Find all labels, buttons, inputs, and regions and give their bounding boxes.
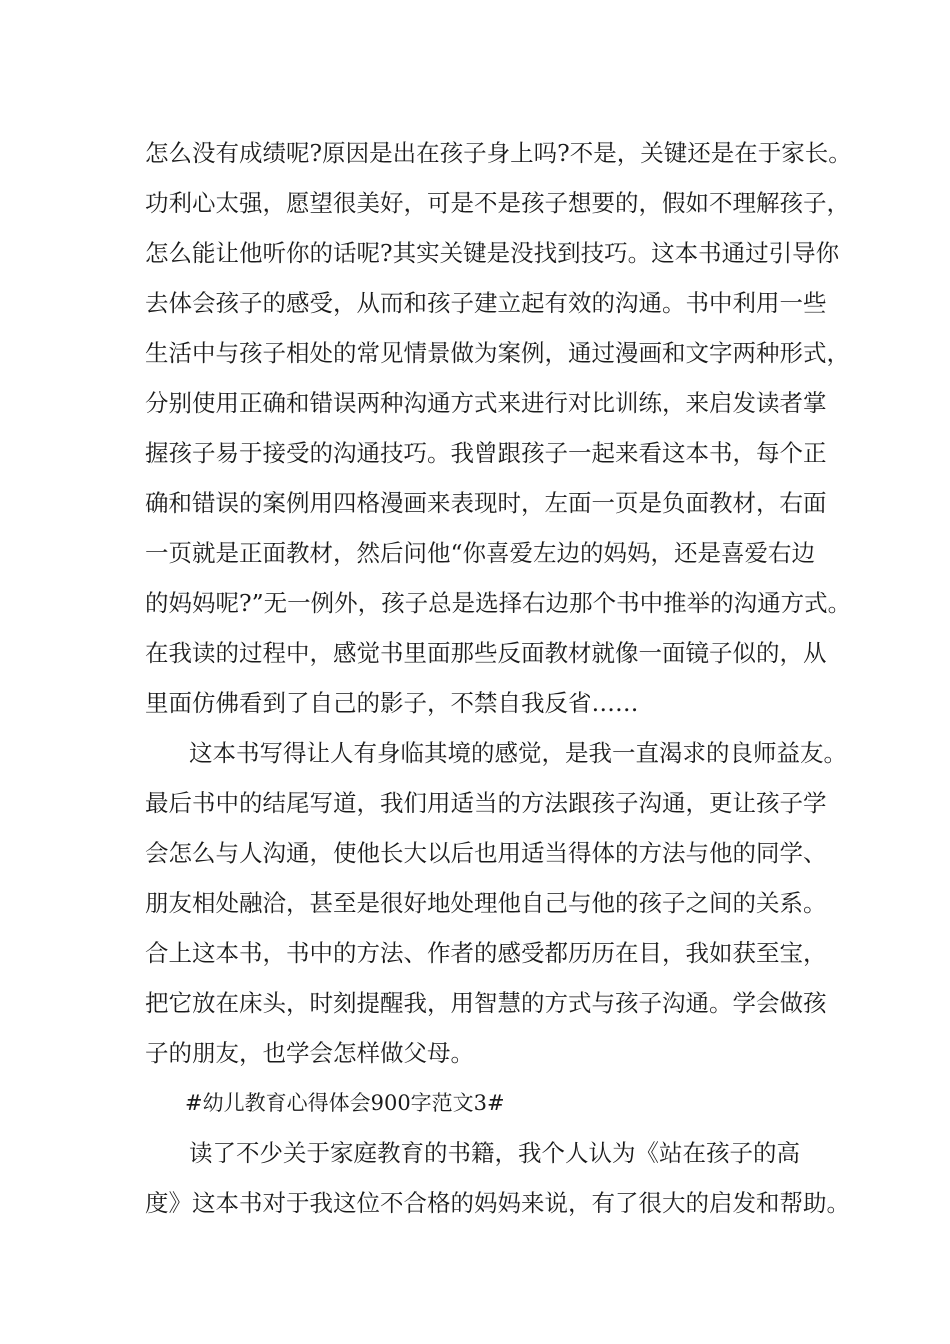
text-line: 怎么能让他听你的话呢?其实关键是没找到技巧。这本书通过引导你 <box>145 239 840 267</box>
text-line: 把它放在床头，时刻提醒我，用智慧的方式与孩子沟通。学会做孩 <box>145 989 827 1017</box>
text-line: 分别使用正确和错误两种沟通方式来进行对比训练，来启发读者掌 <box>145 389 827 417</box>
text-line: 最后书中的结尾写道，我们用适当的方法跟孩子沟通，更让孩子学 <box>145 789 827 817</box>
text-line: 怎么没有成绩呢?原因是出在孩子身上吗?不是，关键还是在于家长。 <box>145 139 852 167</box>
paragraph-start-line: 读了不少关于家庭教育的书籍，我个人认为《站在孩子的高 <box>189 1139 800 1167</box>
text-line: 朋友相处融洽，甚至是很好地处理他自己与他的孩子之间的关系。 <box>145 889 827 917</box>
text-line: 的妈妈呢?”无一例外，孩子总是选择右边那个书中推举的沟通方式。 <box>145 589 852 617</box>
text-line: 子的朋友，也学会怎样做父母。 <box>145 1039 474 1067</box>
text-line: 功利心太强，愿望很美好，可是不是孩子想要的，假如不理解孩子， <box>145 189 850 217</box>
text-line: 合上这本书，书中的方法、作者的感受都历历在目，我如获至宝， <box>145 939 827 967</box>
body-text <box>145 128 852 1228</box>
text-line: 握孩子易于接受的沟通技巧。我曾跟孩子一起来看这本书，每个正 <box>145 439 827 467</box>
text-line: 确和错误的案例用四格漫画来表现时，左面一页是负面教材，右面 <box>145 489 827 517</box>
text-line: 去体会孩子的感受，从而和孩子建立起有效的沟通。书中利用一些 <box>145 289 827 317</box>
text-line: 在我读的过程中，感觉书里面那些反面教材就像一面镜子似的，从 <box>145 639 827 667</box>
text-line: 一页就是正面教材，然后问他“你喜爱左边的妈妈，还是喜爱右边 <box>145 539 816 567</box>
section-heading: #幼儿教育心得体会900字范文3# <box>185 1091 505 1115</box>
paragraph-start-line: 这本书写得让人有身临其境的感觉，是我一直渴求的良师益友。 <box>189 739 847 767</box>
text-line: 度》这本书对于我这位不合格的妈妈来说，有了很大的启发和帮助。 <box>145 1189 850 1217</box>
text-line: 会怎么与人沟通，使他长大以后也用适当得体的方法与他的同学、 <box>145 839 827 867</box>
text-line: 里面仿佛看到了自己的影子，不禁自我反省…… <box>145 689 639 717</box>
text-line: 生活中与孩子相处的常见情景做为案例，通过漫画和文字两种形式， <box>145 339 850 367</box>
